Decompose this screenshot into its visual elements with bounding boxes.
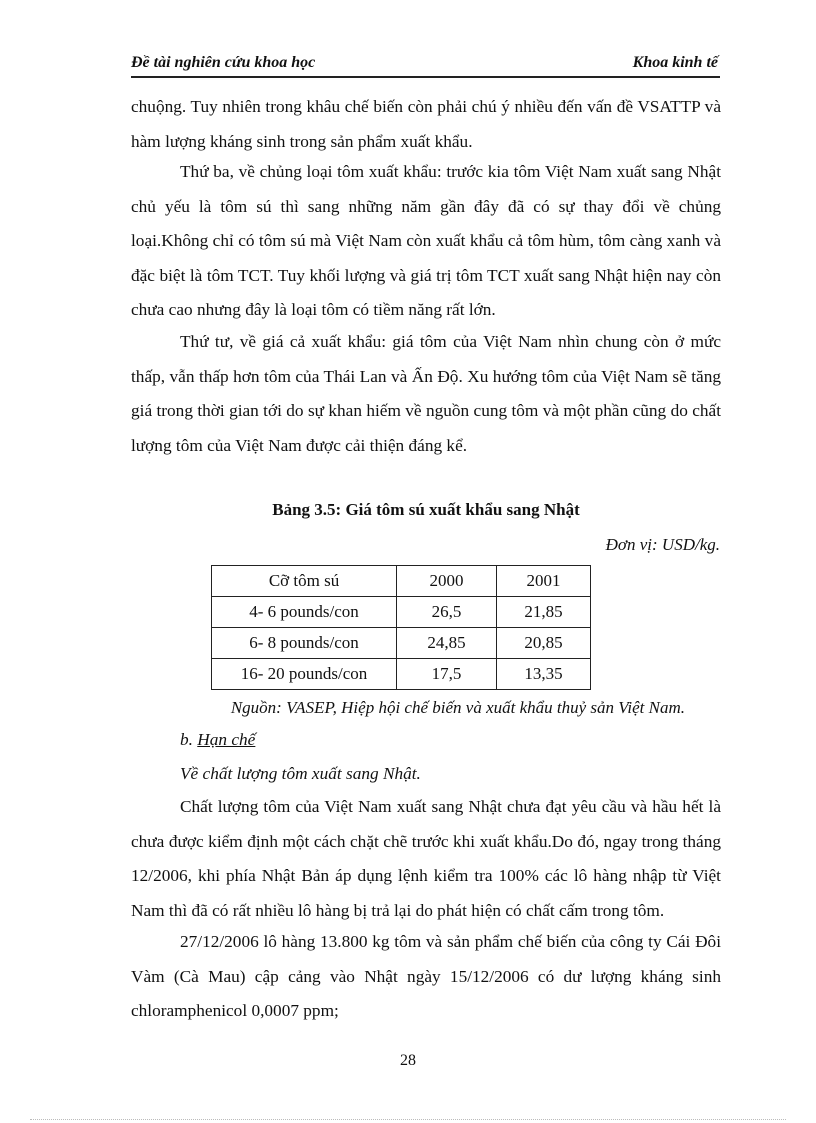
paragraph-quality [131,790,721,928]
table-header-cell: Cỡ tôm sú [212,566,397,597]
table-cell: 6- 8 pounds/con [212,628,397,659]
table-cell: 20,85 [496,628,590,659]
page-header [131,52,720,78]
paragraph-continuation [131,90,721,159]
paragraph-text: Chất lượng tôm của Việt Nam xuất sang Nhật chưa đạt yêu cầu và hầu hết là chưa được kiểm định một cách chặt chẽ trước khi xuất khẩu.Do đó, ngay trong tháng 12/2006, khi phía Nhật Bản áp dụng lệnh kiểm tra 100% các lô hàng nhập từ Việt Nam thì đã có rất nhiều lô hàng bị trả lại do phát hiện có chất cấm trong tôm. [131,797,721,920]
table-cell: 17,5 [397,659,497,690]
table-row [212,659,591,690]
paragraph-text: Thứ tư, về giá cả xuất khẩu: giá tôm của Việt Nam nhìn chung còn ở mức thấp, vẫn thấp hơn tôm của Thái Lan và Ấn Độ. Xu hướng tôm của Việt Nam sẽ tăng giá trong thời gian tới do sự khan hiếm về nguồn cung tôm và một phần cũng do chất lượng tôm của Việt Nam được cải thiện đáng kể. [131,332,721,455]
section-heading [180,730,255,750]
table-row [212,597,591,628]
page-bottom-divider [30,1119,786,1120]
header-faculty: Khoa kinh tế [632,54,718,71]
price-table [211,565,591,690]
section-subtitle: Về chất lượng tôm xuất sang Nhật. [180,764,421,783]
table-cell: 16- 20 pounds/con [212,659,397,690]
section-title: Hạn chế [197,730,256,749]
table-cell: 13,35 [496,659,590,690]
paragraph-text: Thứ ba, về chủng loại tôm xuất khẩu: trước kia tôm Việt Nam xuất sang Nhật chủ yếu là tôm sú thì sang những năm gần đây đã có sự thay đổi về chủng loại.Không chỉ có tôm sú mà Việt Nam còn xuất khẩu cả tôm hùm, tôm càng xanh và đặc biệt là tôm TCT. Tuy khối lượng và giá trị tôm TCT xuất sang Nhật hiện nay còn chưa cao nhưng đây là loại tôm có tiềm năng rất lớn. [131,162,721,319]
table-cell: 26,5 [397,597,497,628]
paragraph-incident [131,925,721,1029]
table-unit: Đơn vị: USD/kg. [605,535,720,554]
table-header-cell: 2000 [397,566,497,597]
header-title: Đề tài nghiên cứu khoa học [131,54,316,71]
table-source: Nguồn: VASEP, Hiệp hội chế biến và xuất khẩu thuỷ sản Việt Nam. [230,698,685,717]
table-cell: 21,85 [496,597,590,628]
paragraph-text: chuộng. Tuy nhiên trong khâu chế biến còn phải chú ý nhiều đến vấn đề VSATTP và hàm lượng kháng sinh trong sản phẩm xuất khẩu. [131,97,721,151]
table-cell: 24,85 [397,628,497,659]
section-prefix: b. [180,730,198,749]
paragraph-text: 27/12/2006 lô hàng 13.800 kg tôm và sản phẩm chế biến của công ty Cái Đôi Vàm (Cà Mau) cập cảng vào Nhật ngày 15/12/2006 có dư lượng kháng sinh chloramphenicol 0,0007 ppm; [131,932,721,1020]
table-row [212,628,591,659]
table-cell: 4- 6 pounds/con [212,597,397,628]
paragraph-product-types [131,155,721,328]
paragraph-export-price [131,325,721,463]
page-number: 28 [400,1052,416,1069]
table-header-cell: 2001 [496,566,590,597]
table-header-row [212,566,591,597]
table-title: Bảng 3.5: Giá tôm sú xuất khẩu sang Nhật [272,500,580,519]
